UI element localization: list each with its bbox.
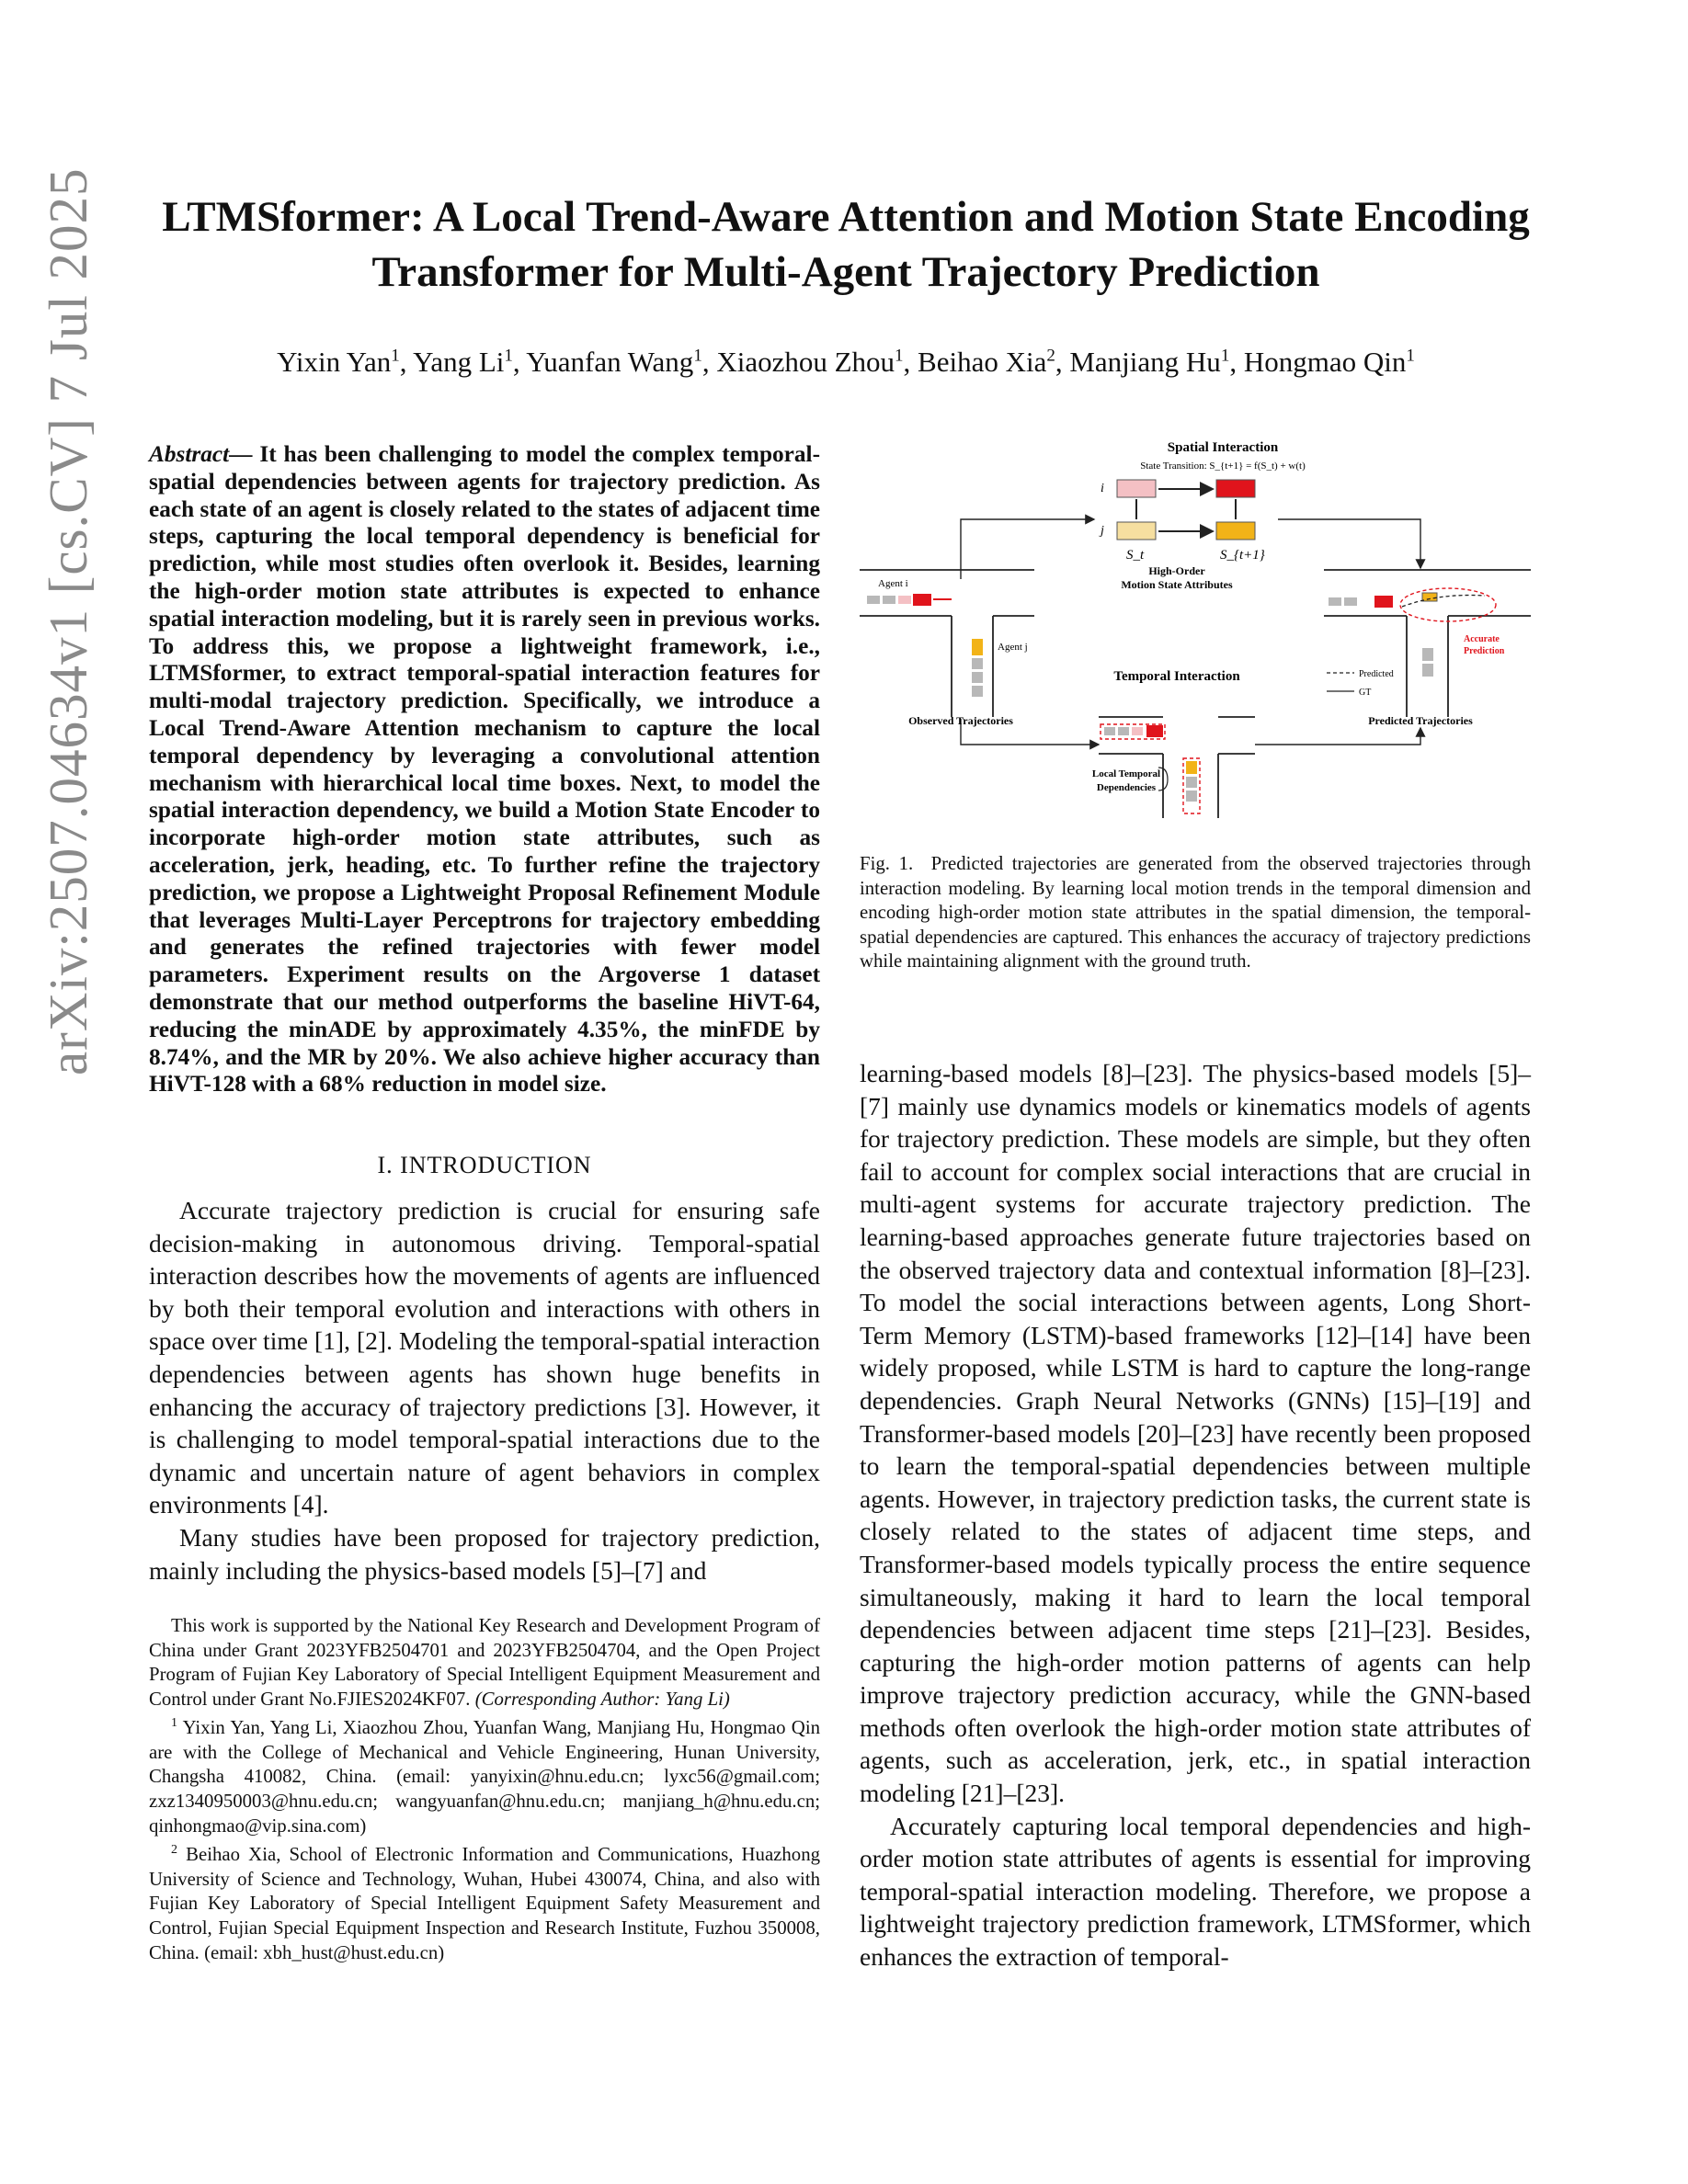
abstract: Abstract— It has been challenging to model the complex temporal-spatial dependencies between agents for trajectory prediction. As each state of an agent is closely related to the states of adjacent time steps, capturing the local temporal dependency is beneficial for prediction, while most studies often overlook it. Besides, learning the high-order motion state attributes is expected to enhance spatial interaction modeling, but it is rarely seen in previous works. To address this, we propose a lightweight framework, i.e., LTMSformer, to extract temporal-spatial interaction features for multi-modal trajectory prediction. Specifically, we introduce a Local Trend-Aware Attention mechanism to capture the local temporal dependency by leveraging a convolutional attention mechanism with hierarchical local time boxes. Next, to model the spatial interaction dependency, we build a Motion State Encoder to incorporate high-order motion state attributes, such as acceleration, jerk, heading, etc. To further refine the trajectory prediction, we propose a Lightweight Proposal Refinement Module that leverages Multi-Layer Perceptrons for trajectory embedding and generates the refined trajectories with fewer model parameters. Experiment results on the Argoverse 1 dataset demonstrate that our method outperforms the baseline HiVT-64, reducing the minADE by approximately 4.35%, the minFDE by 8.74%, and the MR by 20%. We also achieve higher accuracy than HiVT-128 with a 68% reduction in model size. (149, 441, 821, 1098)
section-heading: I. INTRODUCTION (377, 1152, 592, 1178)
agent-i-vehicle (913, 594, 931, 606)
state-i-t1 (1216, 480, 1255, 497)
funding-note: This work is supported by the National Key Research and Development Program of China under Grant 2023YFB2504701 and 2023YFB2504704, and the Open Project Program of Fujian Key Laboratory of Special Intelligent Equipment Measurement and Control under Grant No.FJIES2024KF07. (Corresponding Author: Yang Li) (149, 1615, 820, 1710)
observed-label: Observed Trajectories (908, 714, 1013, 727)
legend-predicted: Predicted (1359, 669, 1394, 679)
author: Yang Li$^1$ (413, 346, 513, 378)
abstract-label: Abstract (149, 441, 230, 467)
paragraph: learning-based models [8]–[23]. The physics-based models [5]–[7] mainly use dynamics models or kinematics models of agents for trajectory prediction. These models are simple, but they often fail to account for complex social interactions that are crucial in multi-agent systems for accurate trajectory prediction. The learning-based approaches generate future trajectories based on the observed trajectory data and contextual information [8]–[23]. To model the social interactions between agents, Long Short-Term Memory (LSTM)-based frameworks [12]–[14] have been widely proposed, while LSTM is hard to capture the long-range dependencies. Graph Neural Networks (GNNs) [15]–[19] and Transformer-based models [20]–[23] have recently been proposed to learn the temporal-spatial dependencies between multiple agents. However, in trajectory prediction tasks, the current state is closely related to the states of adjacent time steps, and Transformer-based models typically process the entire sequence simultaneously, making it hard to learn the local temporal dependencies between adjacent time steps [21]–[23]. Besides, capturing the high-order motion patterns of agents can help improve trajectory prediction accuracy, while the GNN-based methods often overlook the high-order motion state attributes of agents, such as acceleration, jerk, etc., in spatial interaction modeling [21]–[23]. (860, 1059, 1531, 1808)
spatial-title: Spatial Interaction (1167, 440, 1279, 455)
arxiv-identifier: arXiv:2507.04634v1 [cs.CV] 7 Jul 2025 (38, 167, 98, 1075)
high-order-label: High-Order (1148, 564, 1205, 577)
state-j-t (1117, 522, 1156, 540)
legend-gt: GT (1359, 688, 1372, 698)
temporal-title: Temporal Interaction (1113, 669, 1240, 684)
st1-label: S_{t+1} (1220, 548, 1265, 563)
accurate-label: Accurate (1464, 634, 1500, 644)
state-i-t (1117, 480, 1156, 497)
state-transition-label: State Transition: S_{t+1} = f(S_t) + w(t) (1140, 461, 1306, 472)
author: Yuanfan Wang$^1$ (526, 346, 702, 378)
author: Yixin Yan$^1$ (277, 346, 400, 378)
paragraph: Accurately capturing local temporal dependencies and high-order motion state attributes of agents is essential for improving temporal-spatial interaction modeling. Therefore, we propose a lightweight trajectory prediction framework, LTMSformer, which enhances the extraction of temporal- (860, 1811, 1531, 1972)
node-j-label: j (1101, 524, 1104, 538)
author-list: Yixin Yan$^1$, Yang Li$^1$, Yuanfan Wang$^1$, Xiaozhou Zhou$^1$, Beihao Xia$^2$, Manjiang Hu$^1$, Hongmao Qin$^1$ (277, 346, 1415, 378)
agent-j-label: Agent j (998, 642, 1028, 653)
figure-1-diagram (860, 432, 1531, 836)
motion-state-label: Motion State Attributes (1121, 578, 1233, 591)
author: Beihao Xia$^2$ (918, 346, 1055, 378)
dependencies-label: Dependencies (1096, 782, 1157, 793)
abstract-text: It has been challenging to model the complex temporal-spatial dependencies between agents for trajectory prediction. As each state of an agent is closely related to the states of adjacent time steps, capturing the local temporal dependency is beneficial for prediction, while most studies often overlook it. Besides, learning the high-order motion state attributes is expected to enhance spatial interaction modeling, but it is rarely seen in previous works. To address this, we propose a lightweight framework, i.e., LTMSformer, to extract temporal-spatial interaction features for multi-modal trajectory prediction. Specifically, we introduce a Local Trend-Aware Attention mechanism to capture the local temporal dependency by leveraging a convolutional attention mechanism with hierarchical local time boxes. Next, to model the spatial interaction dependency, we build a Motion State Encoder to incorporate high-order motion state attributes, such as acceleration, jerk, heading, etc. To further refine the trajectory prediction, we propose a Lightweight Proposal Refinement Module that leverages Multi-Layer Perceptrons for trajectory embedding and generates the refined trajectories with fewer model parameters. Experiment results on the Argoverse 1 dataset demonstrate that our method outperforms the baseline HiVT-64, reducing the minADE by approximately 4.35%, the minFDE by 8.74%, and the MR by 20%. We also achieve higher accuracy than HiVT-128 with a 68% reduction in model size. (149, 441, 821, 1098)
affiliation-1: $^1$ Yixin Yan, Yang Li, Xiaozhou Zhou, Yuanfan Wang, Manjiang Hu, Hongmao Qin are with the College of Mechanical and Vehicle Engineering, Hunan University, Changsha 410082, China. (email: yanyixin@hnu.edu.cn; lyxc56@gmail.com; zxz1340950003@hnu.edu.cn; wangyuanfan@hnu.edu.cn; manjiang_h@hnu.edu.cn; qinhongmao@vip.sina.com) (149, 1716, 821, 1837)
paper-title: LTMSformer: A Local Trend-Aware Attention and Motion State Encoding Transformer for Multi-Agent Trajectory Prediction (162, 193, 1530, 296)
paragraph: Accurate trajectory prediction is crucial for ensuring safe decision-making in autonomous driving. Temporal-spatial interaction describes how the movements of agents are influenced by both their temporal evolution and interactions with others in space over time [1], [2]. Modeling the temporal-spatial interaction dependencies between agents has shown huge benefits in enhancing the accuracy of trajectory predictions [3]. However, it is challenging to model temporal-spatial interactions due to the dynamic and uncertain nature of agent behaviors in complex environments [4]. (149, 1196, 820, 1519)
node-i-label: i (1101, 482, 1104, 495)
intro-right-column (860, 1057, 1531, 1974)
st-label: S_t (1126, 548, 1145, 563)
prediction-label: Prediction (1464, 646, 1505, 656)
agent-i-label: Agent i (878, 578, 908, 589)
author: Hongmao Qin$^1$ (1243, 346, 1415, 378)
state-j-t1 (1216, 522, 1255, 540)
local-temporal-label: Local Temporal (1091, 768, 1161, 779)
predicted-label: Predicted Trajectories (1368, 714, 1473, 727)
figure-caption (860, 852, 1531, 974)
footnotes (149, 1614, 820, 1965)
paragraph: Many studies have been proposed for trajectory prediction, mainly including the physics-based models [5]–[7] and (149, 1522, 820, 1585)
caption-text: Predicted trajectories are generated from the observed trajectories through interaction modeling. By learning local motion trends in the temporal dimension and encoding high-order motion state attributes in the spatial dimension, the temporal-spatial dependencies are captured. This enhances the accuracy of trajectory predictions while maintaining alignment with the ground truth. (860, 853, 1531, 973)
agent-j-vehicle (972, 639, 983, 655)
affiliation-2: $^2$ Beihao Xia, School of Electronic Information and Communications, Huazhong University of Science and Technology, Wuhan, Hubei 430074, China, and also with Fujian Key Laboratory of Special Intelligent Equipment Safety Measurement and Control, Fujian Special Equipment Inspection and Research Institute, Fuzhou 350008, China. (email: xbh_hust@hust.edu.cn) (149, 1843, 820, 1963)
predicted-agent-i (1374, 596, 1393, 608)
intro-left-column (149, 1194, 820, 1587)
caption-label: Fig. 1. (860, 853, 914, 874)
author: Xiaozhou Zhou$^1$ (716, 346, 904, 378)
author: Manjiang Hu$^1$ (1069, 346, 1230, 378)
